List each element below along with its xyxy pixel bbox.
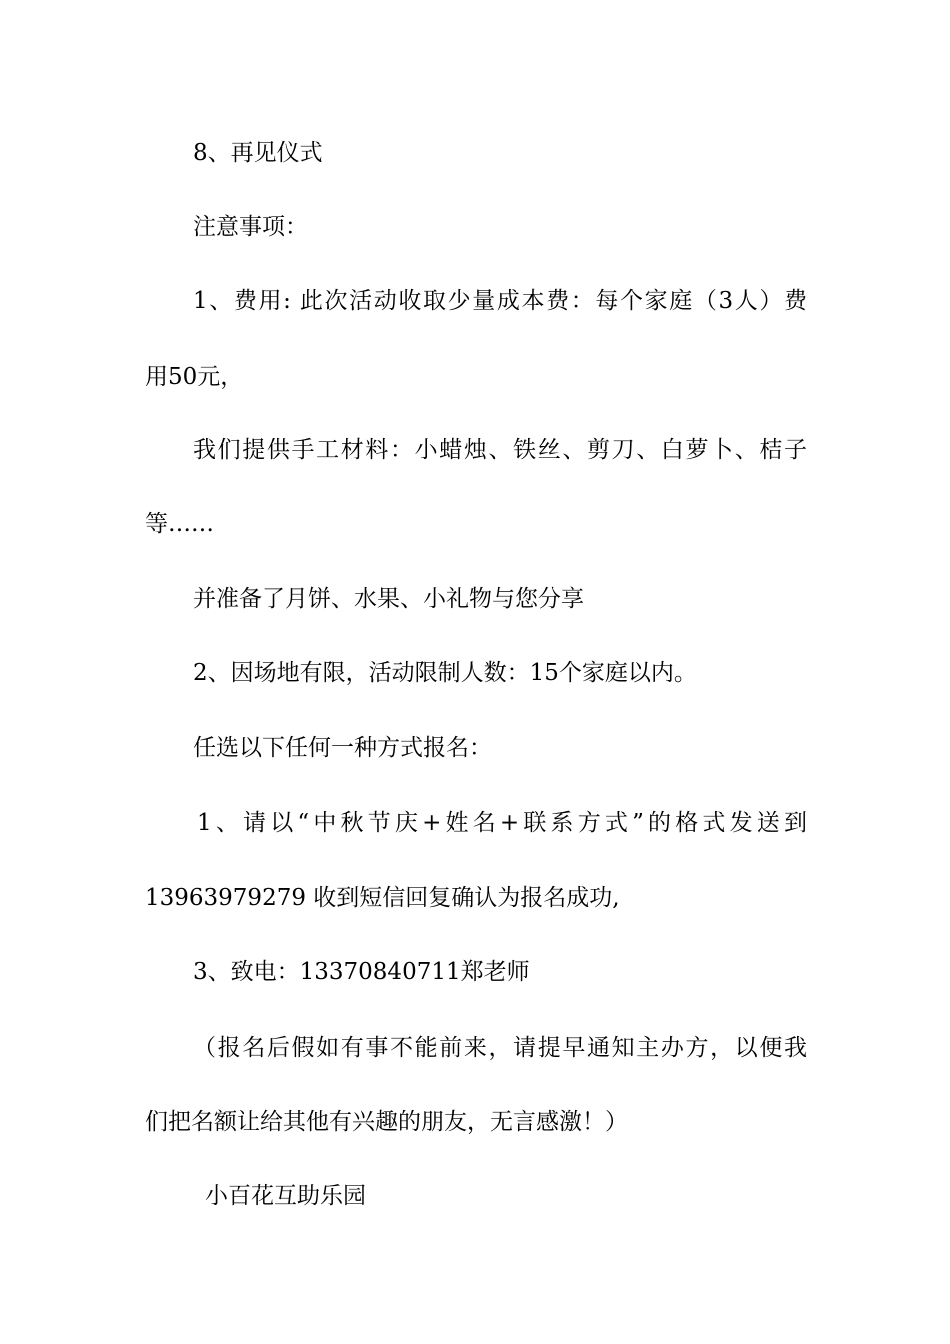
snacks-paragraph: 并准备了月饼、水果、小礼物与您分享	[193, 586, 584, 612]
fee-paragraph-line-1: 1、费用: 此次活动收取少量成本费：每个家庭（3人）费	[193, 288, 807, 314]
organizer-signature: 小百花互助乐园	[205, 1183, 366, 1209]
materials-paragraph-line-2: 等……	[145, 511, 214, 537]
cancellation-note-line-2: 们把名额让给其他有兴趣的朋友，无言感激！）	[145, 1109, 628, 1135]
signup-sms-line-2: 13963979279 收到短信回复确认为报名成功,	[145, 885, 620, 911]
materials-paragraph-line-1: 我们提供手工材料：小蜡烛、铁丝、剪刀、白萝卜、桔子	[193, 437, 807, 463]
signup-heading: 任选以下任何一种方式报名：	[193, 735, 492, 761]
cancellation-note-line-1: （报名后假如有事不能前来，请提早通知主办方，以便我	[193, 1035, 807, 1061]
signup-phone-line: 3、致电：13370840711郑老师	[193, 959, 530, 985]
capacity-paragraph: 2、因场地有限，活动限制人数：15个家庭以内。	[193, 660, 697, 686]
section-heading-farewell: 8、再见仪式	[193, 140, 323, 166]
signup-sms-line-1: 1、请以“中秋节庆+姓名+联系方式”的格式发送到	[197, 810, 807, 836]
fee-paragraph-line-2: 用50元，	[145, 364, 244, 390]
notes-heading: 注意事项：	[193, 214, 308, 240]
